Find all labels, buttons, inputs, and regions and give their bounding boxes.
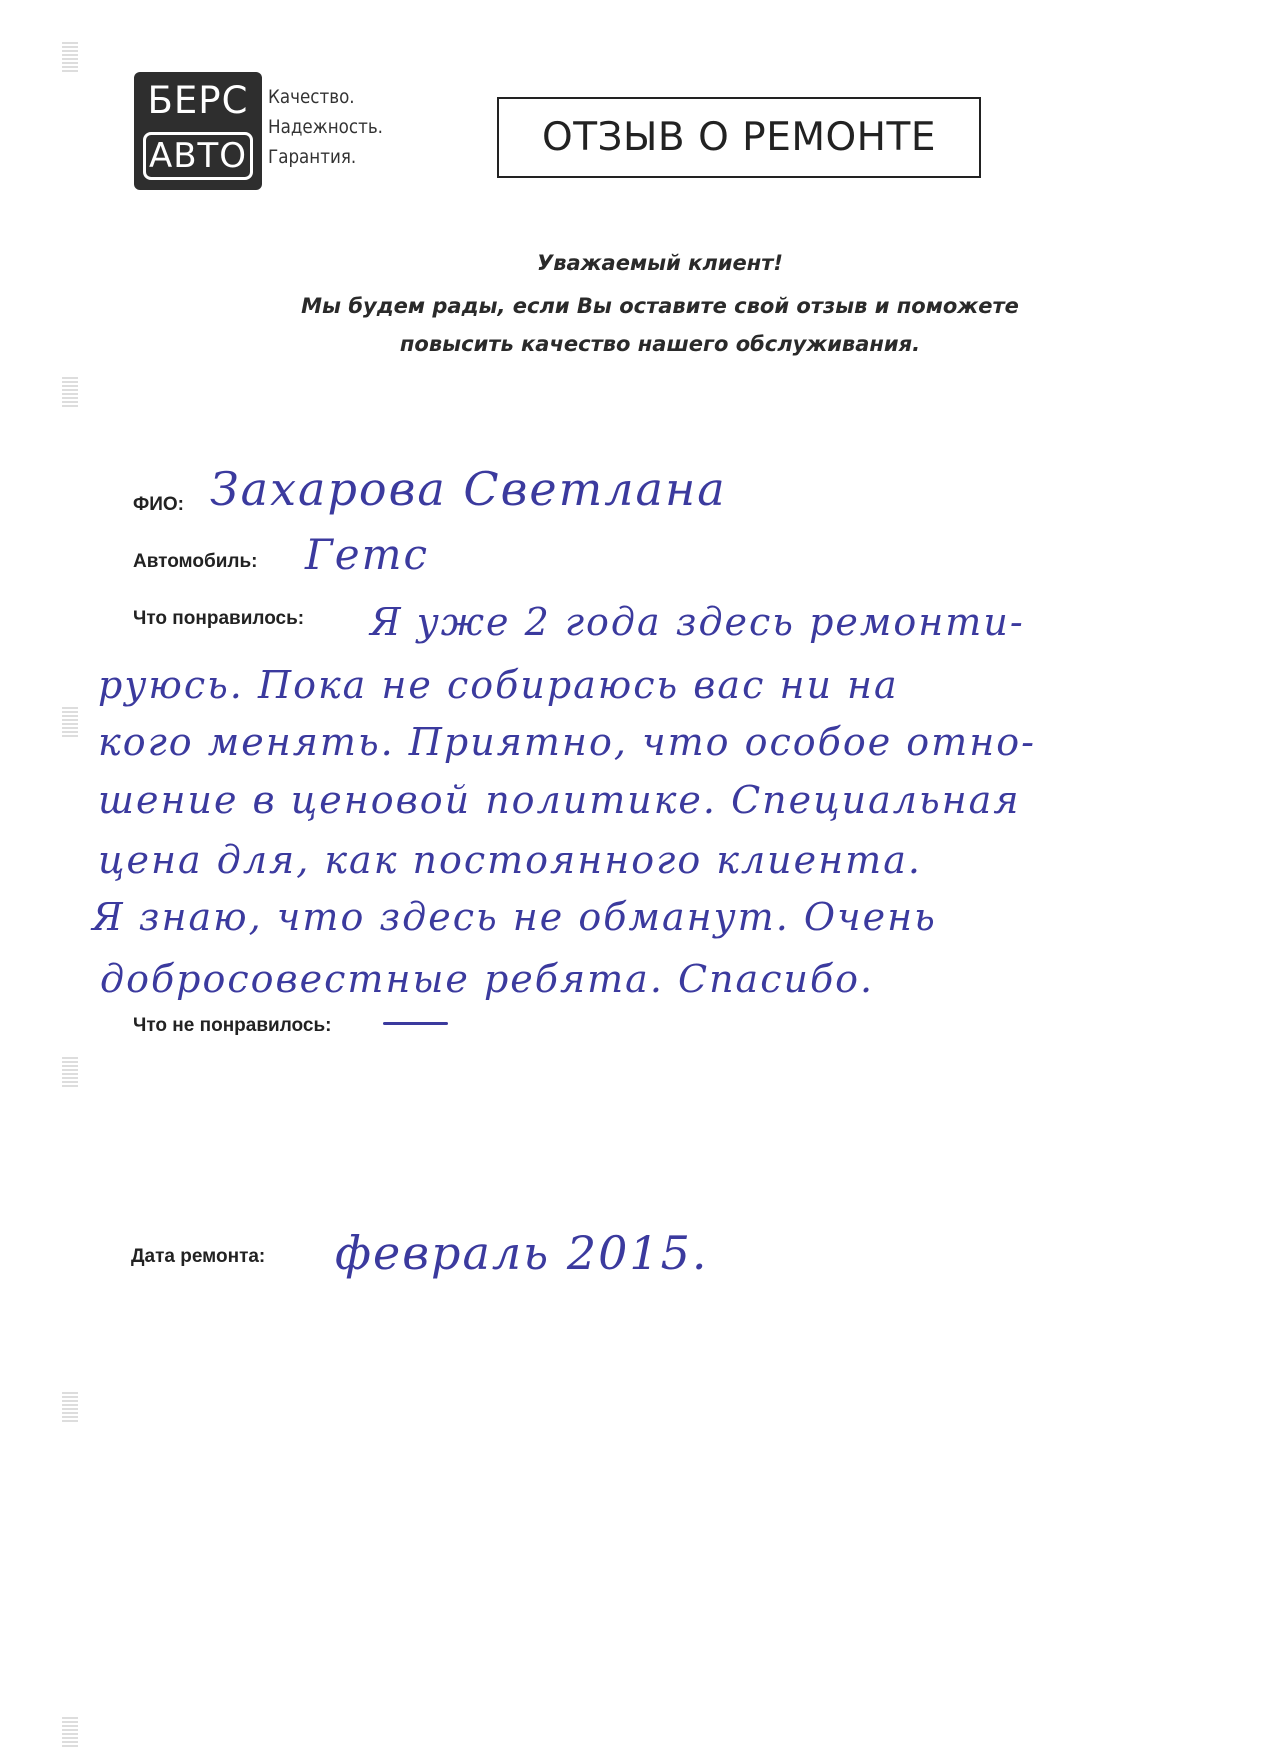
scan-artifact — [62, 40, 78, 72]
liked-text-line: кого менять. Приятно, что особое отно- — [98, 720, 1036, 764]
logo-line-2: АВТО — [143, 132, 253, 180]
tagline-line: Качество. — [268, 86, 355, 108]
liked-label: Что понравилось: — [133, 608, 305, 629]
scan-artifact — [62, 1715, 78, 1747]
car-value: Гетс — [305, 530, 430, 579]
date-value: февраль 2015. — [335, 1226, 709, 1280]
scan-artifact — [62, 1055, 78, 1087]
date-label: Дата ремонта: — [131, 1246, 266, 1267]
car-label: Автомобиль: — [133, 551, 258, 572]
liked-text-line: добросовестные ребята. Спасибо. — [100, 957, 875, 1001]
liked-text-line: цена для, как постоянного клиента. — [98, 838, 922, 882]
scan-artifact — [62, 705, 78, 737]
tagline-line: Гарантия. — [268, 146, 357, 168]
name-value: Захарова Светлана — [210, 462, 727, 516]
tagline-line: Надежность. — [268, 116, 383, 138]
disliked-label: Что не понравилось: — [133, 1015, 332, 1036]
intro-text-line-2: повысить качество нашего обслуживания. — [399, 332, 921, 356]
liked-text-line: Я знаю, что здесь не обманут. Очень — [92, 895, 937, 939]
company-tagline — [268, 82, 399, 172]
scan-artifact — [62, 1390, 78, 1422]
form-title-box — [497, 97, 981, 178]
company-logo — [134, 72, 262, 190]
intro-text-line-1: Мы будем рады, если Вы оставите свой отзыв и поможете — [301, 294, 1019, 318]
disliked-empty-dash — [383, 1022, 448, 1025]
liked-text-line: Я уже 2 года здесь ремонти- — [370, 600, 1025, 644]
scan-artifact — [62, 375, 78, 407]
logo-line-1: БЕРС — [147, 79, 249, 122]
liked-text-line: шение в ценовой политике. Специальная — [98, 778, 1021, 822]
intro-greeting: Уважаемый клиент! — [537, 251, 783, 275]
name-label: ФИО: — [133, 494, 184, 515]
form-title: ОТЗЫВ О РЕМОНТЕ — [542, 115, 936, 160]
liked-text-line: руюсь. Пока не собираюсь вас ни на — [98, 663, 899, 707]
